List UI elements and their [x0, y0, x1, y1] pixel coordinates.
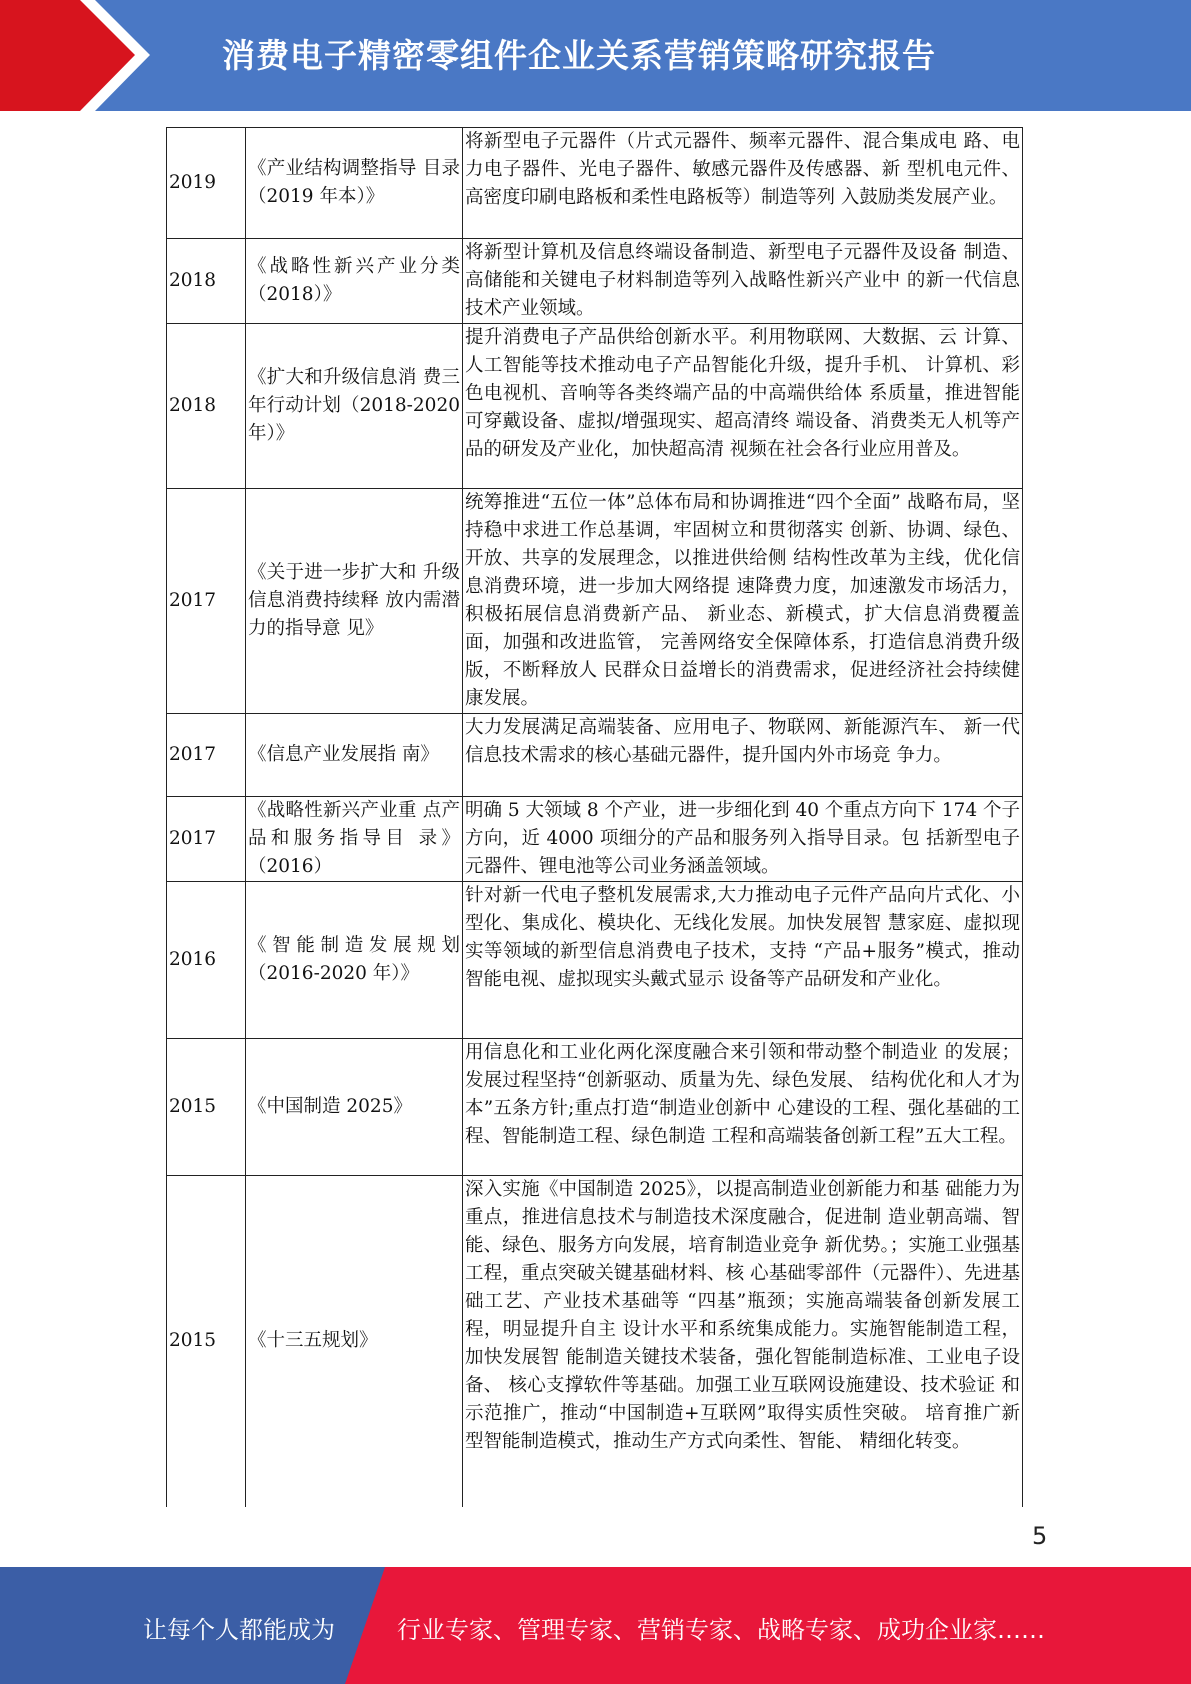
content-cell: 将新型电子元器件（片式元器件、频率元器件、混合集成电 路、电力电子器件、光电子器件、敏感元器件及传感器、新 型机电元件、高密度印刷电路板和柔性电路板等）制造等列 入鼓励类发展产业。	[463, 128, 1023, 239]
document-cell: 《中国制造 2025》	[246, 1039, 463, 1176]
document-cell: 《扩大和升级信息消 费三年行动计划（2018-2020 年）》	[246, 324, 463, 489]
year-cell: 2017	[167, 714, 246, 797]
table-row	[167, 797, 1023, 882]
document-cell: 《战略性新兴产业重 点产品和服务指导目 录》（2016）	[246, 797, 463, 882]
document-cell: 《战略性新兴产业分类（2018）》	[246, 239, 463, 324]
content-cell: 统筹推进“五位一体”总体布局和协调推进“四个全面” 战略布局，坚持稳中求进工作总基调，牢固树立和贯彻落实 创新、协调、绿色、开放、共享的发展理念，以推进供给侧 结构性改革为主线，优化信息消费环境，进一步加大网络提 速降费力度，加速激发市场活力，积极拓展信息消费新产品、 新业态、新模式，扩大信息消费覆盖面，加强和改进监管， 完善网络安全保障体系，打造信息消费升级版，不断释放人 民群众日益增长的消费需求，促进经济社会持续健康发展。	[463, 489, 1023, 714]
report-title: 消费电子精密零组件企业关系营销策略研究报告	[222, 36, 936, 75]
table-row	[167, 489, 1023, 714]
policy-table	[166, 127, 1023, 1507]
content-cell: 将新型计算机及信息终端设备制造、新型电子元器件及设备 制造、高储能和关键电子材料制造等列入战略性新兴产业中 的新一代信息技术产业领域。	[463, 239, 1023, 324]
year-cell: 2017	[167, 797, 246, 882]
year-cell: 2017	[167, 489, 246, 714]
footer-slogan-right: 行业专家、管理专家、营销专家、战略专家、成功企业家……	[397, 1616, 1045, 1644]
year-cell: 2015	[167, 1176, 246, 1507]
content-cell: 针对新一代电子整机发展需求,大力推动电子元件产品向片式化、小型化、集成化、模块化、无线化发展。加快发展智 慧家庭、虚拟现实等领域的新型信息消费电子技术，支持 “产品+服务”模式，推动智能电视、虚拟现实头戴式显示 设备等产品研发和产业化。	[463, 882, 1023, 1039]
page-number: 5	[1032, 1522, 1048, 1550]
table-row	[167, 128, 1023, 239]
table-row	[167, 239, 1023, 324]
footer-banner	[0, 1567, 1191, 1684]
content-cell: 提升消费电子产品供给创新水平。利用物联网、大数据、云 计算、人工智能等技术推动电子产品智能化升级，提升手机、 计算机、彩色电视机、音响等各类终端产品的中高端供给体 系质量，推进智能可穿戴设备、虚拟/增强现实、超高清终 端设备、消费类无人机等产品的研发及产业化，加快超高清 视频在社会各行业应用普及。	[463, 324, 1023, 489]
table-row	[167, 324, 1023, 489]
year-cell: 2018	[167, 324, 246, 489]
table-row	[167, 1039, 1023, 1176]
table-row	[167, 882, 1023, 1039]
year-cell: 2016	[167, 882, 246, 1039]
year-cell: 2019	[167, 128, 246, 239]
content-cell: 深入实施《中国制造 2025》，以提高制造业创新能力和基 础能力为重点，推进信息技术与制造技术深度融合，促进制 造业朝高端、智能、绿色、服务方向发展，培育制造业竞争 新优势。；实施工业强基工程，重点突破关键基础材料、核 心基础零部件（元器件）、先进基础工艺、产业技术基础等 “四基”瓶颈；实施高端装备创新发展工程，明显提升自主 设计水平和系统集成能力。实施智能制造工程，加快发展智 能制造关键技术装备，强化智能制造标准、工业电子设备、 核心支撑软件等基础。加强工业互联网设施建设、技术验证 和示范推广，推动“中国制造+互联网”取得实质性突破。 培育推广新型智能制造模式，推动生产方式向柔性、智能、 精细化转变。	[463, 1176, 1023, 1507]
document-cell: 《智能制造发展规划（2016-2020 年）》	[246, 882, 463, 1039]
content-cell: 大力发展满足高端装备、应用电子、物联网、新能源汽车、 新一代信息技术需求的核心基础元器件，提升国内外市场竞 争力。	[463, 714, 1023, 797]
document-cell: 《产业结构调整指导 目录（2019 年本）》	[246, 128, 463, 239]
header-banner	[0, 0, 1191, 111]
content-cell: 明确 5 大领域 8 个产业，进一步细化到 40 个重点方向下 174 个子方向，近 4000 项细分的产品和服务列入指导目录。包 括新型电子元器件、锂电池等公司业务涵盖领域。	[463, 797, 1023, 882]
document-cell: 《十三五规划》	[246, 1176, 463, 1507]
year-cell: 2018	[167, 239, 246, 324]
footer-slogan-left: 让每个人都能成为	[143, 1616, 335, 1644]
table-row	[167, 714, 1023, 797]
table-row	[167, 1176, 1023, 1507]
year-cell: 2015	[167, 1039, 246, 1176]
document-cell: 《信息产业发展指 南》	[246, 714, 463, 797]
document-cell: 《关于进一步扩大和 升级信息消费持续释 放内需潜力的指导意 见》	[246, 489, 463, 714]
red-arrow-decoration	[0, 0, 150, 111]
content-cell: 用信息化和工业化两化深度融合来引领和带动整个制造业 的发展；发展过程坚持“创新驱动、质量为先、绿色发展、 结构优化和人才为本”五条方针;重点打造“制造业创新中 心建设的工程、强化基础的工程、智能制造工程、绿色制造 工程和高端装备创新工程”五大工程。	[463, 1039, 1023, 1176]
